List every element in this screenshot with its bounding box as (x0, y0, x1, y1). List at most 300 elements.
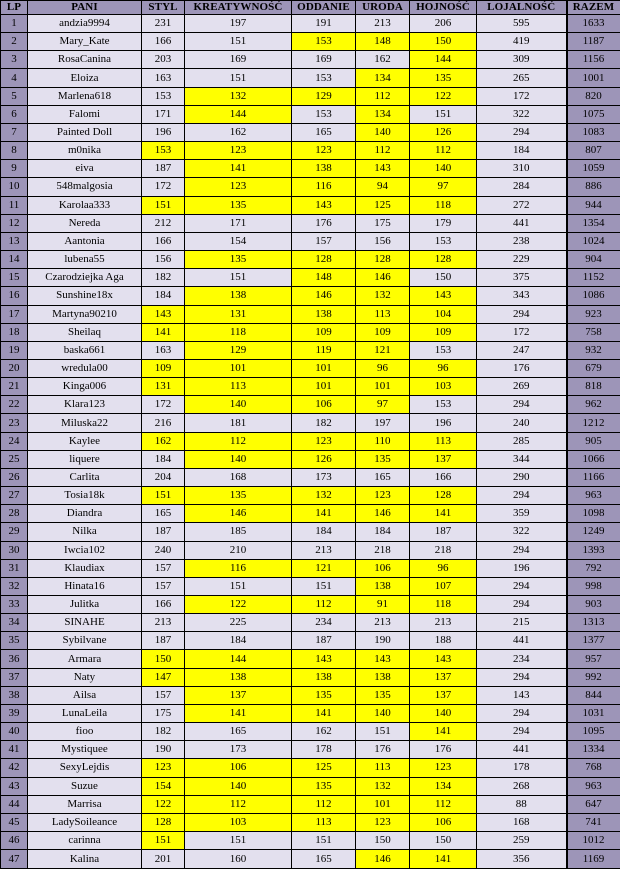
table-row (1, 378, 620, 396)
cell-lp: 15 (1, 269, 28, 287)
cell-pani: Julitka (28, 596, 142, 614)
cell-razem: 768 (567, 759, 620, 777)
cell-razem: 904 (567, 251, 620, 269)
cell-kreatywnosc: 185 (185, 523, 292, 541)
cell-lojalnosc: 294 (477, 541, 567, 559)
cell-razem: 741 (567, 813, 620, 831)
cell-pani: Martyna90210 (28, 305, 142, 323)
cell-oddanie: 101 (292, 359, 356, 377)
header-pani: PANI (28, 1, 142, 15)
cell-razem: 647 (567, 795, 620, 813)
table-row (1, 723, 620, 741)
cell-styl: 203 (142, 51, 185, 69)
cell-uroda: 135 (356, 686, 410, 704)
table-row (1, 468, 620, 486)
cell-hojnosc: 140 (410, 160, 477, 178)
cell-uroda: 101 (356, 795, 410, 813)
cell-styl: 166 (142, 33, 185, 51)
cell-hojnosc: 150 (410, 33, 477, 51)
cell-kreatywnosc: 141 (185, 704, 292, 722)
cell-pani: eiva (28, 160, 142, 178)
cell-styl: 122 (142, 795, 185, 813)
cell-kreatywnosc: 173 (185, 741, 292, 759)
cell-uroda: 123 (356, 813, 410, 831)
cell-hojnosc: 96 (410, 359, 477, 377)
cell-pani: SINAHE (28, 614, 142, 632)
cell-styl: 196 (142, 123, 185, 141)
cell-lojalnosc: 88 (477, 795, 567, 813)
cell-pani: Falomi (28, 105, 142, 123)
cell-kreatywnosc: 122 (185, 596, 292, 614)
cell-oddanie: 153 (292, 69, 356, 87)
cell-lp: 42 (1, 759, 28, 777)
cell-lojalnosc: 259 (477, 832, 567, 850)
table-row (1, 269, 620, 287)
cell-pani: Kaylee (28, 432, 142, 450)
cell-razem: 1083 (567, 123, 620, 141)
cell-lp: 1 (1, 15, 28, 33)
cell-oddanie: 101 (292, 378, 356, 396)
cell-hojnosc: 103 (410, 378, 477, 396)
cell-lojalnosc: 294 (477, 123, 567, 141)
header-styl: STYL (142, 1, 185, 15)
cell-kreatywnosc: 181 (185, 414, 292, 432)
cell-uroda: 101 (356, 378, 410, 396)
cell-uroda: 113 (356, 305, 410, 323)
cell-oddanie: 119 (292, 341, 356, 359)
cell-kreatywnosc: 112 (185, 795, 292, 813)
cell-pani: Karolaa333 (28, 196, 142, 214)
cell-lojalnosc: 294 (477, 305, 567, 323)
cell-uroda: 123 (356, 487, 410, 505)
cell-razem: 1166 (567, 468, 620, 486)
cell-lojalnosc: 229 (477, 251, 567, 269)
cell-lojalnosc: 284 (477, 178, 567, 196)
cell-hojnosc: 97 (410, 178, 477, 196)
cell-styl: 171 (142, 105, 185, 123)
cell-razem: 992 (567, 668, 620, 686)
cell-pani: Aantonia (28, 232, 142, 250)
table-row (1, 251, 620, 269)
cell-hojnosc: 140 (410, 704, 477, 722)
header-lojalnosc: LOJALNOŚĆ (477, 1, 567, 15)
cell-oddanie: 146 (292, 287, 356, 305)
header-kreatywnosc: KREATYWNOŚĆ (185, 1, 292, 15)
cell-lp: 11 (1, 196, 28, 214)
cell-styl: 187 (142, 632, 185, 650)
cell-uroda: 140 (356, 704, 410, 722)
cell-oddanie: 129 (292, 87, 356, 105)
cell-hojnosc: 137 (410, 668, 477, 686)
cell-lp: 10 (1, 178, 28, 196)
cell-lp: 13 (1, 232, 28, 250)
cell-razem: 1012 (567, 832, 620, 850)
table-row (1, 51, 620, 69)
table-row (1, 69, 620, 87)
cell-razem: 818 (567, 378, 620, 396)
cell-pani: Tosia18k (28, 487, 142, 505)
cell-lp: 2 (1, 33, 28, 51)
cell-uroda: 138 (356, 668, 410, 686)
cell-kreatywnosc: 160 (185, 850, 292, 869)
cell-styl: 166 (142, 596, 185, 614)
table-row (1, 414, 620, 432)
cell-pani: lubena55 (28, 251, 142, 269)
cell-uroda: 213 (356, 15, 410, 33)
cell-kreatywnosc: 113 (185, 378, 292, 396)
cell-hojnosc: 141 (410, 505, 477, 523)
cell-styl: 187 (142, 523, 185, 541)
cell-hojnosc: 150 (410, 269, 477, 287)
cell-oddanie: 148 (292, 269, 356, 287)
cell-hojnosc: 153 (410, 396, 477, 414)
table-row (1, 759, 620, 777)
cell-razem: 962 (567, 396, 620, 414)
cell-uroda: 146 (356, 850, 410, 869)
cell-oddanie: 169 (292, 51, 356, 69)
cell-uroda: 148 (356, 33, 410, 51)
cell-oddanie: 184 (292, 523, 356, 541)
cell-lp: 33 (1, 596, 28, 614)
cell-lp: 30 (1, 541, 28, 559)
cell-uroda: 218 (356, 541, 410, 559)
table-row (1, 832, 620, 850)
cell-kreatywnosc: 135 (185, 487, 292, 505)
table-row (1, 305, 620, 323)
cell-lojalnosc: 595 (477, 15, 567, 33)
cell-oddanie: 126 (292, 450, 356, 468)
cell-oddanie: 162 (292, 723, 356, 741)
cell-hojnosc: 137 (410, 686, 477, 704)
cell-razem: 903 (567, 596, 620, 614)
table-row (1, 142, 620, 160)
cell-lojalnosc: 294 (477, 396, 567, 414)
cell-pani: Naty (28, 668, 142, 686)
cell-hojnosc: 143 (410, 650, 477, 668)
cell-lojalnosc: 184 (477, 142, 567, 160)
cell-uroda: 134 (356, 105, 410, 123)
cell-lp: 17 (1, 305, 28, 323)
cell-razem: 1156 (567, 51, 620, 69)
cell-styl: 157 (142, 559, 185, 577)
cell-lp: 24 (1, 432, 28, 450)
cell-lojalnosc: 294 (477, 704, 567, 722)
cell-pani: Nilka (28, 523, 142, 541)
header-lp: LP (1, 1, 28, 15)
cell-uroda: 150 (356, 832, 410, 850)
cell-lp: 46 (1, 832, 28, 850)
cell-oddanie: 112 (292, 596, 356, 614)
cell-razem: 1212 (567, 414, 620, 432)
cell-styl: 151 (142, 832, 185, 850)
cell-styl: 172 (142, 396, 185, 414)
cell-lojalnosc: 215 (477, 614, 567, 632)
cell-lojalnosc: 309 (477, 51, 567, 69)
cell-pani: Armara (28, 650, 142, 668)
table-row (1, 813, 620, 831)
cell-uroda: 143 (356, 650, 410, 668)
cell-hojnosc: 128 (410, 487, 477, 505)
cell-lojalnosc: 294 (477, 668, 567, 686)
cell-razem: 1633 (567, 15, 620, 33)
cell-lp: 44 (1, 795, 28, 813)
cell-lp: 45 (1, 813, 28, 831)
cell-styl: 240 (142, 541, 185, 559)
cell-lp: 20 (1, 359, 28, 377)
header-razem: RAZEM (567, 1, 620, 15)
cell-pani: Nereda (28, 214, 142, 232)
cell-lojalnosc: 178 (477, 759, 567, 777)
cell-pani: Ailsa (28, 686, 142, 704)
cell-hojnosc: 196 (410, 414, 477, 432)
cell-lp: 29 (1, 523, 28, 541)
cell-uroda: 156 (356, 232, 410, 250)
cell-hojnosc: 113 (410, 432, 477, 450)
table-row (1, 795, 620, 813)
cell-oddanie: 125 (292, 759, 356, 777)
cell-lp: 3 (1, 51, 28, 69)
cell-lojalnosc: 272 (477, 196, 567, 214)
cell-styl: 156 (142, 251, 185, 269)
cell-razem: 944 (567, 196, 620, 214)
cell-kreatywnosc: 141 (185, 160, 292, 178)
cell-hojnosc: 143 (410, 287, 477, 305)
cell-pani: Sheilaq (28, 323, 142, 341)
header-row (1, 1, 620, 15)
table-row (1, 33, 620, 51)
cell-styl: 154 (142, 777, 185, 795)
cell-kreatywnosc: 151 (185, 33, 292, 51)
cell-lp: 27 (1, 487, 28, 505)
table-row (1, 632, 620, 650)
cell-styl: 157 (142, 686, 185, 704)
cell-razem: 1169 (567, 850, 620, 869)
cell-lp: 26 (1, 468, 28, 486)
cell-styl: 123 (142, 759, 185, 777)
cell-uroda: 138 (356, 577, 410, 595)
cell-styl: 153 (142, 142, 185, 160)
cell-oddanie: 176 (292, 214, 356, 232)
cell-lojalnosc: 359 (477, 505, 567, 523)
cell-kreatywnosc: 135 (185, 251, 292, 269)
cell-lojalnosc: 234 (477, 650, 567, 668)
cell-razem: 963 (567, 777, 620, 795)
cell-oddanie: 191 (292, 15, 356, 33)
cell-styl: 143 (142, 305, 185, 323)
cell-pani: Eloiza (28, 69, 142, 87)
cell-uroda: 176 (356, 741, 410, 759)
cell-razem: 1313 (567, 614, 620, 632)
cell-oddanie: 234 (292, 614, 356, 632)
cell-hojnosc: 166 (410, 468, 477, 486)
cell-lojalnosc: 247 (477, 341, 567, 359)
cell-lojalnosc: 322 (477, 105, 567, 123)
cell-lojalnosc: 240 (477, 414, 567, 432)
cell-razem: 1066 (567, 450, 620, 468)
cell-oddanie: 165 (292, 850, 356, 869)
cell-kreatywnosc: 118 (185, 323, 292, 341)
table-row (1, 123, 620, 141)
cell-kreatywnosc: 140 (185, 450, 292, 468)
cell-lp: 38 (1, 686, 28, 704)
cell-hojnosc: 118 (410, 196, 477, 214)
cell-kreatywnosc: 123 (185, 178, 292, 196)
cell-oddanie: 187 (292, 632, 356, 650)
cell-oddanie: 173 (292, 468, 356, 486)
table-row (1, 668, 620, 686)
cell-lp: 9 (1, 160, 28, 178)
cell-pani: wredula00 (28, 359, 142, 377)
cell-styl: 182 (142, 723, 185, 741)
cell-oddanie: 123 (292, 432, 356, 450)
cell-lojalnosc: 344 (477, 450, 567, 468)
cell-lojalnosc: 419 (477, 33, 567, 51)
cell-pani: Iwcia102 (28, 541, 142, 559)
cell-lp: 23 (1, 414, 28, 432)
cell-hojnosc: 134 (410, 777, 477, 795)
cell-kreatywnosc: 137 (185, 686, 292, 704)
cell-hojnosc: 213 (410, 614, 477, 632)
cell-styl: 131 (142, 378, 185, 396)
cell-razem: 932 (567, 341, 620, 359)
cell-uroda: 112 (356, 87, 410, 105)
cell-oddanie: 157 (292, 232, 356, 250)
cell-lp: 19 (1, 341, 28, 359)
cell-oddanie: 151 (292, 577, 356, 595)
cell-styl: 231 (142, 15, 185, 33)
cell-oddanie: 141 (292, 704, 356, 722)
cell-hojnosc: 141 (410, 723, 477, 741)
cell-kreatywnosc: 112 (185, 432, 292, 450)
table-row (1, 577, 620, 595)
cell-lp: 31 (1, 559, 28, 577)
cell-hojnosc: 112 (410, 142, 477, 160)
cell-lp: 18 (1, 323, 28, 341)
table-row (1, 178, 620, 196)
header-uroda: URODA (356, 1, 410, 15)
cell-hojnosc: 128 (410, 251, 477, 269)
cell-uroda: 91 (356, 596, 410, 614)
cell-styl: 153 (142, 87, 185, 105)
cell-lp: 8 (1, 142, 28, 160)
table-row (1, 214, 620, 232)
cell-kreatywnosc: 225 (185, 614, 292, 632)
cell-styl: 150 (142, 650, 185, 668)
cell-lp: 12 (1, 214, 28, 232)
cell-uroda: 106 (356, 559, 410, 577)
cell-hojnosc: 218 (410, 541, 477, 559)
cell-oddanie: 165 (292, 123, 356, 141)
cell-pani: Mystiquee (28, 741, 142, 759)
cell-lojalnosc: 310 (477, 160, 567, 178)
cell-razem: 1377 (567, 632, 620, 650)
cell-uroda: 143 (356, 160, 410, 178)
cell-styl: 172 (142, 178, 185, 196)
cell-styl: 163 (142, 69, 185, 87)
cell-uroda: 112 (356, 142, 410, 160)
cell-uroda: 197 (356, 414, 410, 432)
cell-pani: LadySoileance (28, 813, 142, 831)
cell-kreatywnosc: 116 (185, 559, 292, 577)
cell-lojalnosc: 269 (477, 378, 567, 396)
cell-lojalnosc: 268 (477, 777, 567, 795)
cell-pani: Mary_Kate (28, 33, 142, 51)
cell-hojnosc: 151 (410, 105, 477, 123)
cell-lojalnosc: 294 (477, 723, 567, 741)
table-row (1, 541, 620, 559)
cell-oddanie: 138 (292, 305, 356, 323)
table-row (1, 396, 620, 414)
cell-lojalnosc: 196 (477, 559, 567, 577)
cell-razem: 963 (567, 487, 620, 505)
cell-kreatywnosc: 168 (185, 468, 292, 486)
cell-oddanie: 132 (292, 487, 356, 505)
table-row (1, 432, 620, 450)
cell-pani: Kinga006 (28, 378, 142, 396)
cell-lojalnosc: 441 (477, 741, 567, 759)
cell-oddanie: 135 (292, 777, 356, 795)
cell-hojnosc: 135 (410, 69, 477, 87)
cell-hojnosc: 126 (410, 123, 477, 141)
table-row (1, 523, 620, 541)
cell-pani: fioo (28, 723, 142, 741)
cell-uroda: 97 (356, 396, 410, 414)
cell-uroda: 140 (356, 123, 410, 141)
cell-oddanie: 143 (292, 650, 356, 668)
table-row (1, 704, 620, 722)
cell-uroda: 113 (356, 759, 410, 777)
cell-uroda: 146 (356, 269, 410, 287)
cell-kreatywnosc: 129 (185, 341, 292, 359)
cell-oddanie: 106 (292, 396, 356, 414)
cell-hojnosc: 153 (410, 232, 477, 250)
cell-kreatywnosc: 151 (185, 832, 292, 850)
cell-uroda: 165 (356, 468, 410, 486)
cell-kreatywnosc: 140 (185, 777, 292, 795)
cell-lp: 34 (1, 614, 28, 632)
cell-lp: 47 (1, 850, 28, 869)
table-row (1, 105, 620, 123)
cell-razem: 1249 (567, 523, 620, 541)
cell-razem: 679 (567, 359, 620, 377)
table-row (1, 850, 620, 869)
cell-hojnosc: 176 (410, 741, 477, 759)
cell-kreatywnosc: 184 (185, 632, 292, 650)
cell-pani: Kalina (28, 850, 142, 869)
cell-oddanie: 143 (292, 196, 356, 214)
cell-pani: Suzue (28, 777, 142, 795)
cell-hojnosc: 107 (410, 577, 477, 595)
cell-lojalnosc: 343 (477, 287, 567, 305)
cell-styl: 162 (142, 432, 185, 450)
table-row (1, 341, 620, 359)
cell-pani: RosaCanina (28, 51, 142, 69)
cell-styl: 165 (142, 505, 185, 523)
cell-kreatywnosc: 151 (185, 577, 292, 595)
cell-pani: Diandra (28, 505, 142, 523)
cell-styl: 151 (142, 196, 185, 214)
cell-lojalnosc: 176 (477, 359, 567, 377)
cell-razem: 807 (567, 142, 620, 160)
cell-lp: 16 (1, 287, 28, 305)
cell-lojalnosc: 143 (477, 686, 567, 704)
cell-razem: 905 (567, 432, 620, 450)
table-row (1, 686, 620, 704)
cell-lp: 37 (1, 668, 28, 686)
table-row (1, 596, 620, 614)
table-row (1, 359, 620, 377)
cell-styl: 166 (142, 232, 185, 250)
